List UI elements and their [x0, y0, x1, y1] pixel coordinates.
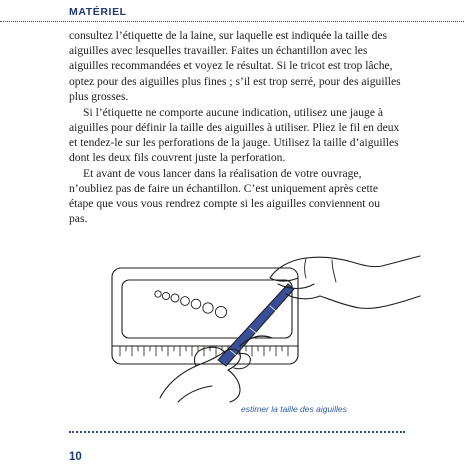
paragraph: Si l’étiquette ne comporte aucune indication, utilisez une jauge à aiguilles pour définir la taille des aiguilles à utiliser. Pliez le fil en deux et tendez-le sur les perforations de la jauge. Utilisez la taille d’aiguilles dont les deux fils couvrent juste la perforation.	[69, 105, 400, 165]
body-text	[69, 28, 401, 227]
header-dotted-rule	[0, 21, 464, 22]
paragraph: Et avant de vous lancer dans la réalisation de votre ouvrage, n’oubliez pas de faire un échantillon. C’est uniquement après cette étape que vous vous rendrez compte si les aiguilles conviennent ou pas.	[69, 166, 381, 226]
page-number: 10	[69, 451, 82, 463]
section-header: MATÉRIEL	[69, 6, 127, 18]
figure-caption: estimer la taille des aiguilles	[241, 404, 347, 414]
paragraph: consultez l’étiquette de la laine, sur laquelle est indiquée la taille des aiguilles avec lesquelles travailler. Faites un échantillon avec les aiguilles recommandées et voyez le résultat. Si le tricot est trop lâche, optez pour des aiguilles plus fines ; s’il est trop serré, pour des aiguilles plus grosses.	[69, 29, 401, 103]
footer-dotted-rule	[69, 431, 405, 433]
needle-gauge-illustration	[100, 238, 430, 403]
